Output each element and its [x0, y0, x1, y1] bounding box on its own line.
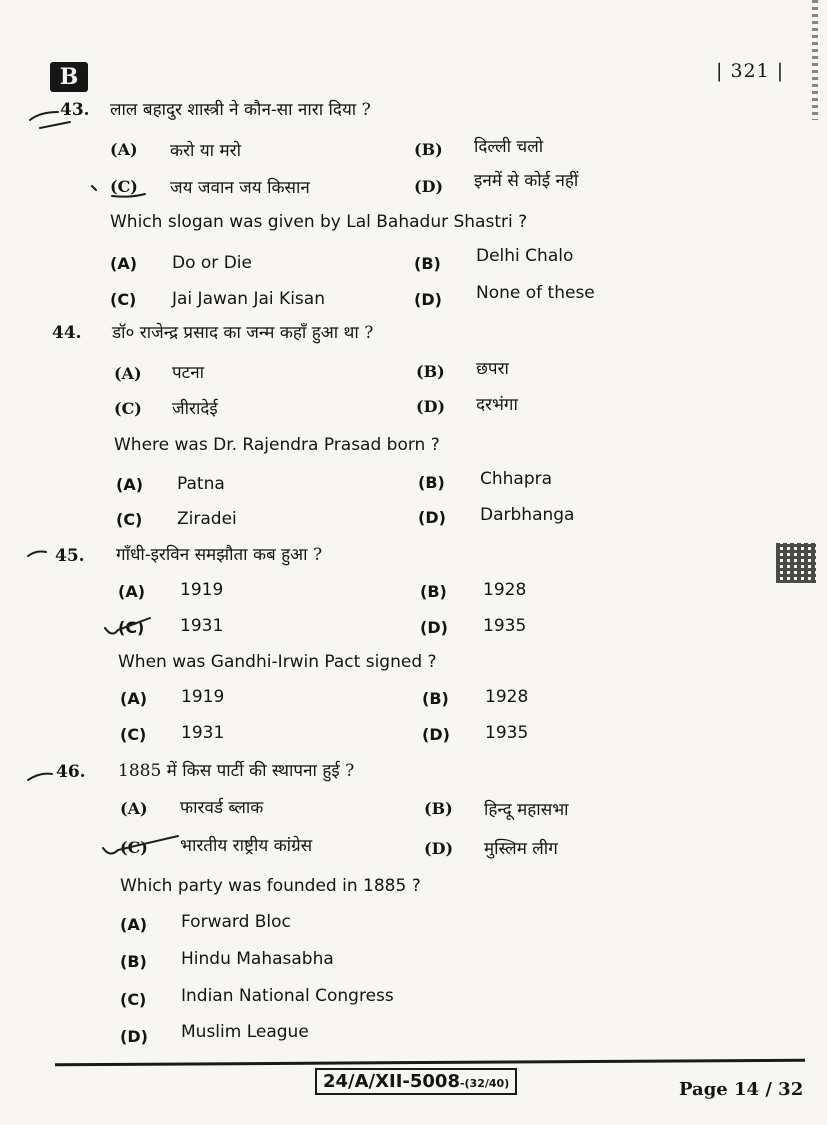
option-key: (A)	[120, 799, 148, 818]
paper-code-main: 24/A/XII-5008	[323, 1071, 460, 1092]
option-key: (B)	[424, 799, 453, 818]
q43-en-option-b: Delhi Chalo	[476, 246, 574, 266]
option-key: (D)	[414, 290, 442, 309]
option-key: (C)	[110, 290, 137, 309]
q46-en-option-b: Hindu Mahasabha	[181, 949, 334, 969]
option-key: (D)	[120, 1027, 148, 1046]
question-45-english: When was Gandhi-Irwin Pact signed ?	[118, 652, 437, 672]
q46-hi-option-b: हिन्दू महासभा	[484, 800, 569, 820]
q45-en-option-d: 1935	[485, 723, 529, 743]
scan-edge-artifact	[812, 0, 818, 120]
option-key: (C)	[120, 990, 147, 1009]
page-code: | 321 |	[716, 60, 785, 82]
q44-hi-option-d: दरभंगा	[476, 395, 518, 415]
option-key: (C)	[116, 510, 143, 529]
option-key: (B)	[422, 689, 449, 708]
question-44-english: Where was Dr. Rajendra Prasad born ?	[114, 435, 440, 455]
question-number-44: 44.	[52, 323, 82, 343]
q46-hi-option-d: मुस्लिम लीग	[484, 839, 558, 859]
q44-en-option-c: Ziradei	[177, 509, 237, 529]
option-key: (D)	[424, 839, 454, 858]
option-key: (B)	[420, 582, 447, 601]
q46-hi-option-c: भारतीय राष्ट्रीय कांग्रेस	[180, 836, 313, 856]
option-key: (A)	[118, 582, 146, 601]
option-key: (A)	[114, 364, 142, 383]
option-key: (B)	[418, 473, 445, 492]
q45-hi-option-b: 1928	[483, 580, 527, 600]
option-key: (C)	[110, 177, 138, 196]
page-number: Page 14 / 32	[679, 1079, 804, 1100]
q43-en-option-a: Do or Die	[172, 253, 252, 273]
q45-en-option-a: 1919	[181, 687, 225, 707]
option-key: (B)	[414, 254, 441, 273]
q44-en-option-d: Darbhanga	[480, 505, 575, 525]
option-key: (C)	[118, 618, 145, 637]
q46-en-option-d: Muslim League	[181, 1022, 309, 1042]
question-number-45: 45.	[55, 546, 85, 566]
footer-rule	[55, 1059, 805, 1067]
option-key: (C)	[120, 838, 148, 857]
question-43-hindi: लाल बहादुर शास्त्री ने कौन-सा नारा दिया ?	[110, 100, 371, 120]
option-key: (A)	[110, 140, 138, 159]
question-43-english: Which slogan was given by Lal Bahadur Shastri ?	[110, 212, 528, 232]
option-key: (C)	[120, 725, 147, 744]
q44-en-option-b: Chhapra	[480, 469, 553, 489]
q45-hi-option-a: 1919	[180, 580, 224, 600]
option-key: (A)	[116, 475, 144, 494]
question-45-hindi: गाँधी-इरविन समझौता कब हुआ ?	[116, 545, 323, 565]
q44-hi-option-a: पटना	[172, 363, 205, 383]
question-46-english: Which party was founded in 1885 ?	[120, 876, 421, 896]
q44-en-option-a: Patna	[177, 474, 225, 494]
q46-hi-option-a: फारवर्ड ब्लाक	[180, 798, 264, 818]
paper-code	[315, 1068, 517, 1095]
q43-hi-option-b: दिल्ली चलो	[474, 137, 544, 157]
option-key: (D)	[414, 177, 444, 196]
q43-hi-option-c: जय जवान जय किसान	[170, 178, 310, 198]
option-key: (B)	[120, 952, 147, 971]
q43-en-option-c: Jai Jawan Jai Kisan	[172, 289, 325, 309]
q45-en-option-c: 1931	[181, 723, 225, 743]
question-number-46: 46.	[56, 762, 86, 782]
option-key: (B)	[414, 140, 443, 159]
q46-en-option-a: Forward Bloc	[181, 912, 291, 932]
q44-hi-option-c: जीरादेई	[172, 399, 218, 419]
q46-en-option-c: Indian National Congress	[181, 986, 394, 1006]
paper-code-suffix: -(32/40)	[459, 1077, 510, 1090]
question-number-43: 43.	[60, 100, 90, 120]
q45-hi-option-d: 1935	[483, 616, 527, 636]
question-44-hindi: डॉ० राजेन्द्र प्रसाद का जन्म कहाँ हुआ था ?	[112, 323, 374, 343]
q45-hi-option-c: 1931	[180, 616, 224, 636]
option-key: (C)	[114, 399, 142, 418]
q43-hi-option-a: करो या मरो	[170, 141, 242, 161]
qr-code-icon	[776, 543, 816, 583]
q45-en-option-b: 1928	[485, 687, 529, 707]
option-key: (A)	[120, 689, 148, 708]
option-key: (D)	[416, 397, 446, 416]
q43-en-option-d: None of these	[476, 283, 595, 303]
set-badge: B	[50, 62, 88, 92]
q44-hi-option-b: छपरा	[476, 359, 509, 379]
option-key: (B)	[416, 362, 445, 381]
option-key: (D)	[418, 508, 446, 527]
option-key: (A)	[110, 254, 138, 273]
option-key: (A)	[120, 915, 148, 934]
question-46-hindi: 1885 में किस पार्टी की स्थापना हुई ?	[118, 761, 355, 781]
option-key: (D)	[420, 618, 448, 637]
option-key: (D)	[422, 725, 450, 744]
q43-hi-option-d: इनमें से कोई नहीं	[474, 171, 579, 191]
